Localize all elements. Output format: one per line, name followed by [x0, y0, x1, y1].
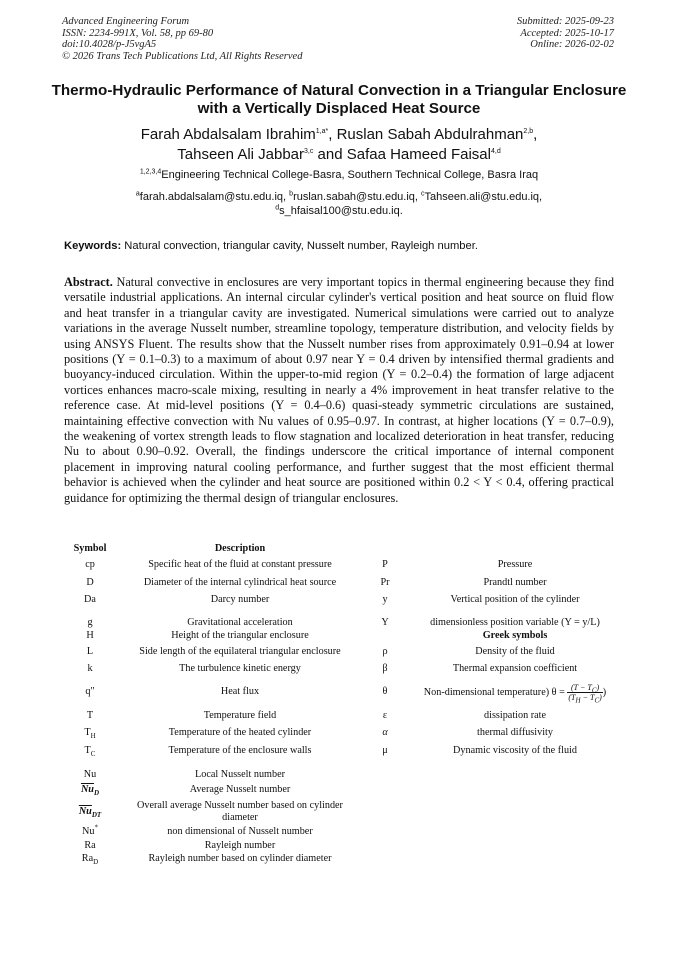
journal-name: Advanced Engineering Forum [62, 16, 190, 27]
journal-issn: ISSN: 2234-991X, Vol. 58, pp 69-80 [62, 27, 214, 39]
table-row: $T_C$ Temperature of the enclosure walls μ Dynamic viscosity of the fluid [84, 744, 577, 758]
paper-title: Thermo-Hydraulic Performance of Natural Convection in a Triangular Enclosure with a Vertically Displaced Heat Source [51, 82, 627, 117]
keywords-text: Natural convection, triangular cavity, Nusselt number, Rayleigh number. [121, 240, 478, 252]
table-row: Da Darcy number y Vertical position of the cylinder [84, 593, 580, 605]
abstract [64, 275, 614, 506]
journal-copyright: © 2026 Trans Tech Publications Ltd, All Rights Reserved [62, 50, 303, 62]
journal-header-right [517, 16, 614, 51]
theta-definition: Non-dimensional temperature) θ = $\frac{(T - T_C)}{(T_H - T_C)}$ ) [423, 682, 607, 705]
email-list: $^a$farah.abdalsalam@stu.edu.iq, $^b$ruslan.sabah@stu.edu.iq, $^c$Tahseen.ali@stu.edu.iq, $^d$s_hfaisal100@stu.edu.iq. [135, 190, 543, 217]
author-1: Farah Abdalsalam Ibrahim [140, 126, 316, 143]
author-4: and Safaa Hameed Faisal [313, 145, 491, 163]
journal-header-left [62, 16, 302, 62]
email-link[interactable]: ruslan.sabah@stu.edu.iq, [293, 191, 422, 203]
table-row: g Gravitational acceleration Y dimensionless position variable (Y = y/L) [87, 617, 600, 628]
author-3: Tahseen Ali Jabbar [177, 145, 305, 163]
col-description: Description [214, 543, 266, 554]
table-row: Nu* non dimensional of Nusselt number [82, 823, 313, 837]
keywords-label: Keywords: [64, 240, 122, 252]
email-link[interactable]: s_hfaisal100@stu.edu.iq. [279, 205, 403, 217]
table-row: $\overline{Nu}_{DT}$ Overall average Nusselt number based on cylinder diameter [78, 800, 343, 823]
author-2: , Ruslan Sabah Abdulrahman [328, 126, 524, 143]
accepted-date: Accepted: 2025-10-17 [520, 27, 614, 39]
table-row: H Height of the triangular enclosure Greek symbols [60, 629, 620, 643]
table-row: L Side length of the equilateral triangular enclosure ρ Density of the fluid [86, 646, 555, 657]
table-row: k The turbulence kinetic energy β Thermal expansion coefficient [87, 663, 578, 674]
table-row: T Temperature field ε dissipation rate [86, 709, 546, 721]
abstract-text: Natural convective in enclosures are very important topics in thermal engineering because they find versatile industrial applications. An internal circular cylinder's vertical position and heat source on fluid flow and heat transfer in a triangular cavity are investigated. Numerical simulations were carried out to analyze variations in the average Nusselt number, streamline topology, temperature distribution, and velocity fields by using ANSYS Fluent. The results show that the Nusselt number rises from approximately 0.91–0.94 at lower positions (Y = 0.1–0.3) to a maximum of about 0.97 near Y = 0.4 driven by intensified thermal gradients and buoyancy-induced circulation. Within the upper-to-mid region (Y = 0.2–0.4) the formation of large adjacent vortices enhances macro-scale mixing, resulting in nearly a 4% improvement in heat transfer relative to the reference case. At mid-level positions (Y = 0.4–0.6) quasi-steady symmetric circulations are sustained, maintaining effective convection with Nu values of 0.95–0.97. In contrast, at higher locations (Y = 0.7–0.9), the weakening of vortex strength leads to flow stagnation and localized deterioration in heat transfer, reducing Nu to about 0.90–0.92. Overall, the findings underscore the critical importance of internal component placement in improving natural cooling performance, and further suggest that the most efficient thermal behavior is achieved when the cylinder and heat source are positioned within 0.2 < Y < 0.4, offering practical guidance for optimizing the thermal design of triangular enclosures. [64, 275, 614, 505]
submitted-date: Submitted: 2025-09-23 [516, 16, 614, 27]
journal-doi[interactable]: doi:10.4028/p-J5vgA5 [62, 39, 157, 50]
table-row: Nu Local Nusselt number [83, 769, 285, 780]
affiliation: $^{1,2,3,4}$Engineering Technical College-Basra, Southern Technical College, Basra Iraq [139, 168, 539, 181]
nomenclature-table [60, 542, 620, 865]
table-row: $\overline{Nu}_D$ Average Nusselt number [80, 784, 291, 798]
table-row: $T_H$ Temperature of the heated cylinder α thermal diffusivity [84, 727, 553, 741]
table-row: cp Specific heat of the fluid at constant pressure P Pressure [85, 559, 533, 570]
email-link[interactable]: farah.abdalsalam@stu.edu.iq, [139, 191, 290, 203]
table-row: Ra Rayleigh number [84, 839, 276, 851]
col-symbol: Symbol [73, 543, 107, 554]
email-link[interactable]: Tahseen.ali@stu.edu.iq, [424, 191, 543, 203]
table-row: q" Heat flux θ Non-dimensional temperature) θ = $\frac{(T - T_C)}{(T_H - T_C)}$ ) [60, 677, 620, 707]
online-date: Online: 2026-02-02 [530, 39, 614, 50]
abstract-label: Abstract. [64, 275, 113, 289]
author-list: Farah Abdalsalam Ibrahim$^{1,a*}$, Ruslan Sabah Abdulrahman$^{2,b}$, Tahseen Ali Jabbar$^{3,c}$ and Safaa Hameed Faisal$^{4,d}$ [140, 126, 538, 163]
table-row: $Ra_D$ Rayleigh number based on cylinder diameter [81, 852, 332, 866]
keywords [64, 240, 616, 252]
greek-symbols-heading: Greek symbols [482, 630, 548, 641]
table-row: D Diameter of the internal cylindrical heat source Pr Prandtl number [86, 576, 547, 588]
